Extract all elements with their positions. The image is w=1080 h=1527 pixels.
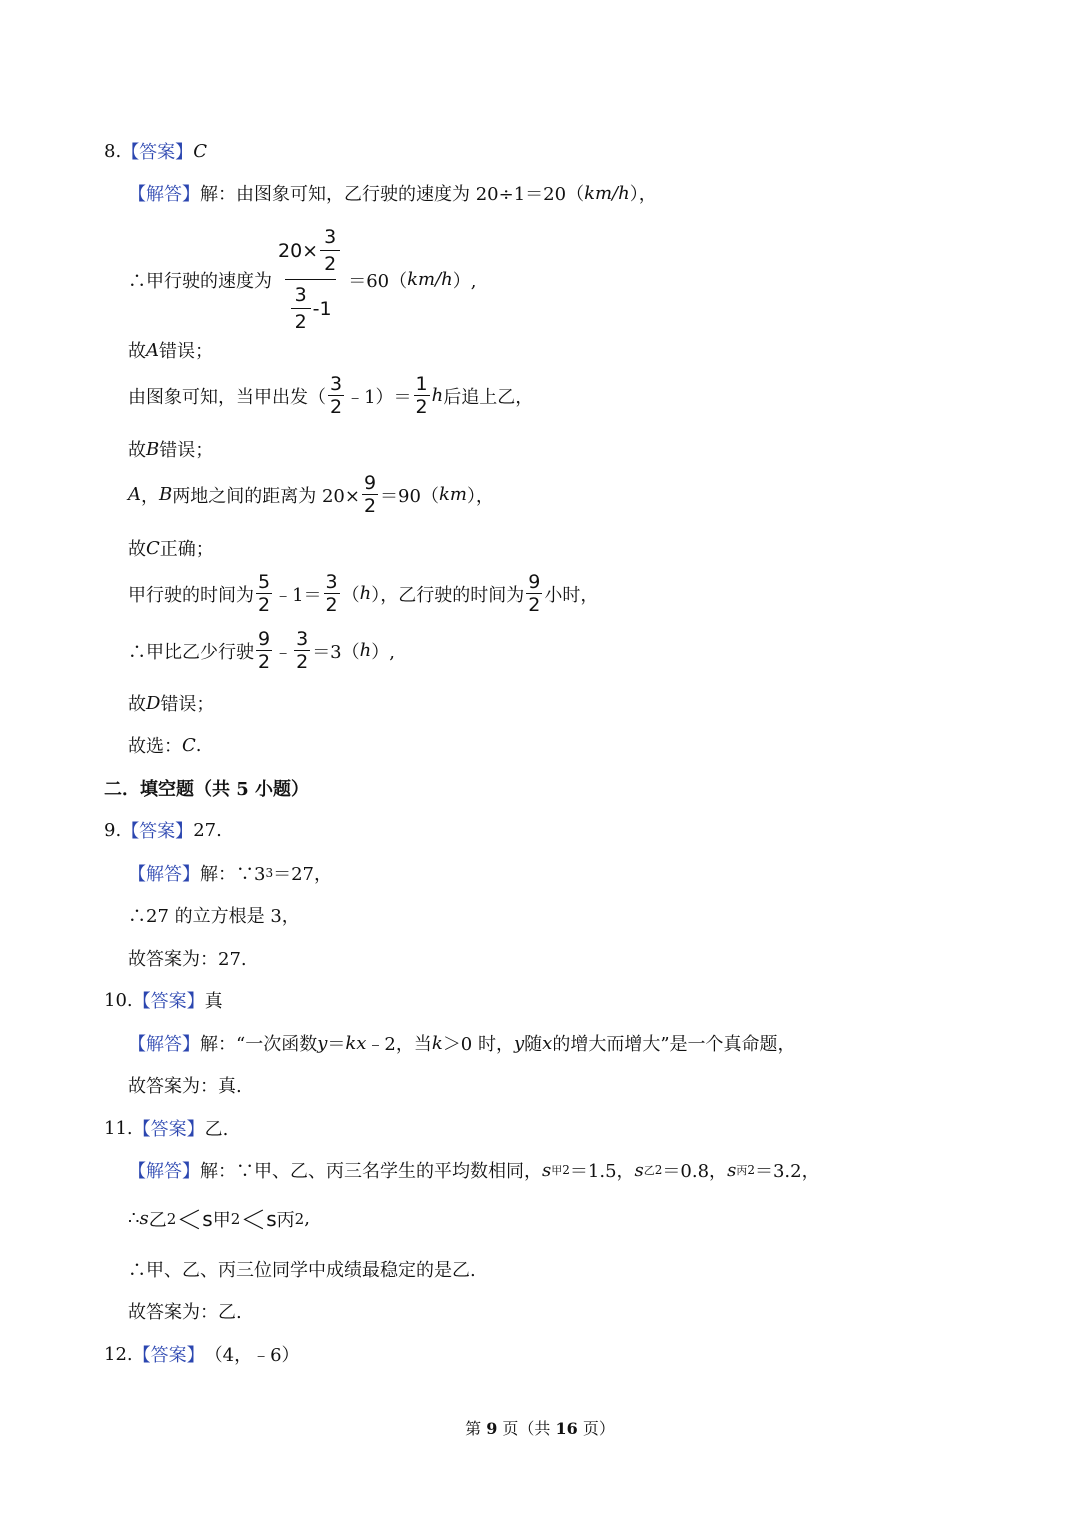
text: . — [195, 734, 202, 756]
text: 解：∵3 — [200, 864, 266, 885]
text: ＞0 时， — [442, 1034, 514, 1055]
text: ﹣ — [274, 641, 293, 663]
fraction — [328, 373, 344, 418]
variable: h — [359, 640, 372, 661]
fraction — [256, 571, 272, 616]
fraction — [256, 628, 272, 673]
q11-solution-line4: 故答案为：乙. — [128, 1302, 242, 1323]
denominator-text: -1 — [312, 297, 332, 320]
q9-number: 9. — [104, 819, 122, 841]
q10-number: 10. — [104, 989, 133, 1011]
fraction-numerator: 9 — [258, 628, 271, 650]
text: , — [304, 1208, 310, 1229]
subscript: 丙 — [736, 1164, 748, 1177]
subscript: 丙 — [276, 1209, 295, 1231]
fraction-denominator: 2 — [325, 594, 338, 616]
q8-answer-tag: 【答案】 — [121, 142, 194, 163]
text: 的增大而增大”是一个真命题， — [552, 1034, 796, 1055]
q12-answer-tag: 【答案】 — [132, 1345, 205, 1366]
text: ＝27， — [273, 864, 332, 885]
footer-text: 页（共 — [502, 1419, 551, 1438]
q8-solution-line1 — [128, 180, 657, 206]
q8-solution-line4 — [128, 373, 533, 418]
fraction-numerator: 9 — [528, 571, 541, 593]
q9-solution-line2: ∴27 的立方根是 3， — [128, 906, 300, 927]
q8-l2-text: ∴甲行驶的速度为 — [128, 270, 272, 292]
text: 随 — [524, 1034, 543, 1055]
q10-answer-tag: 【答案】 — [132, 991, 205, 1012]
q8-l2-unit: km/h — [407, 269, 453, 290]
page-footer — [0, 1416, 1080, 1439]
variable: D — [146, 692, 161, 714]
variable: B — [146, 438, 160, 460]
q8-solution-line9 — [128, 628, 395, 673]
q8-solution-line3 — [128, 337, 213, 363]
text: 解：∵甲、乙、丙三名学生的平均数相同， — [200, 1161, 542, 1182]
fraction-numerator: 3 — [324, 226, 337, 248]
q9-answer-tag: 【答案】 — [121, 821, 194, 842]
fraction — [414, 373, 430, 418]
variable: C — [182, 734, 196, 756]
text: ）， — [466, 485, 494, 507]
subscript: 乙 — [148, 1209, 167, 1231]
q10-solution-line2: 故答案为：真. — [128, 1076, 242, 1097]
variable: B — [159, 484, 173, 505]
variable: k — [431, 1032, 443, 1054]
text: 故 — [128, 341, 146, 362]
text: ＝3.2， — [754, 1161, 820, 1182]
q10-solution-line1 — [128, 1030, 796, 1056]
fraction-numerator: 3 — [330, 373, 343, 395]
variable: y — [514, 1032, 525, 1054]
variable: s — [634, 1159, 644, 1181]
footer-text: 第 — [465, 1419, 482, 1438]
q10-solution-tag: 【解答】 — [128, 1034, 200, 1055]
q8-solution-line8 — [128, 571, 598, 616]
text: 解：“一次函数 — [200, 1034, 318, 1055]
fraction-denominator: 2 — [528, 594, 541, 616]
complex-fraction-denominator — [285, 279, 336, 337]
text: 故 — [128, 539, 146, 560]
page-total: 16 — [555, 1419, 578, 1438]
text: ）, — [371, 641, 395, 663]
section-title: 二．填空题（共 5 小题） — [104, 779, 310, 800]
q8-solution-line11 — [128, 732, 202, 758]
q8-l1-unit: km/h — [584, 182, 630, 204]
fraction-numerator: 9 — [363, 472, 377, 494]
fraction — [291, 282, 311, 335]
subscript: 乙 — [643, 1164, 655, 1177]
q8-answer-line — [104, 138, 207, 164]
subscript: 甲 — [212, 1209, 231, 1231]
q8-l1-text: 解：由图象可知，乙行驶的速度为 20÷1＝20（ — [200, 184, 585, 205]
q8-l2-end: ）, — [452, 270, 477, 292]
text: 甲行驶的时间为 — [128, 584, 254, 606]
fraction — [294, 628, 310, 673]
text: 两地之间的距离为 20× — [172, 485, 360, 507]
fraction-denominator: 2 — [363, 495, 377, 517]
q8-solution-line5 — [128, 436, 213, 462]
fraction-denominator: 2 — [258, 594, 271, 616]
fraction-denominator: 2 — [320, 250, 340, 277]
q8-answer: C — [193, 140, 207, 162]
q8-solution-line7 — [128, 535, 214, 561]
variable: s — [139, 1208, 149, 1229]
q8-number: 8. — [104, 140, 122, 162]
text: ， — [141, 485, 159, 507]
text: 由图象可知，当甲出发（ — [128, 386, 326, 408]
fraction-denominator: 2 — [415, 396, 428, 418]
q9-solution-line1 — [128, 860, 332, 886]
exponent: 2 — [747, 1163, 755, 1177]
q12-answer: （4，﹣6） — [204, 1345, 300, 1366]
q12-number: 12. — [104, 1343, 133, 1365]
text: ＝1.5， — [569, 1161, 635, 1182]
text: 后追上乙， — [443, 386, 534, 408]
variable: s — [266, 1206, 277, 1231]
text: ﹣1）＝ — [346, 386, 412, 408]
text: 故选： — [128, 736, 182, 757]
q11-solution-tag: 【解答】 — [128, 1161, 200, 1182]
variable: h — [359, 583, 372, 604]
fraction-numerator: 1 — [415, 373, 428, 395]
text: ＝0.8， — [662, 1161, 728, 1182]
q8-solution-line2 — [128, 222, 476, 337]
less-than: ＜ — [240, 1206, 267, 1236]
text: ﹣1＝ — [274, 584, 322, 606]
q10-answer: 真 — [204, 991, 223, 1012]
text: ∴ — [128, 1208, 140, 1229]
q8-solution-line10 — [128, 690, 214, 716]
exponent: 2 — [166, 1209, 177, 1228]
text: 故 — [128, 440, 146, 461]
subscript: 甲 — [551, 1164, 563, 1177]
text: （ — [341, 584, 360, 606]
q8-l1-end: ）， — [629, 184, 657, 205]
variable: A — [128, 484, 141, 505]
text: ﹣2，当 — [366, 1034, 432, 1055]
fraction — [320, 224, 340, 277]
q8-solution-line6 — [128, 472, 494, 517]
numerator-text: 20× — [278, 239, 319, 262]
variable: s — [542, 1159, 552, 1181]
exponent: 2 — [562, 1163, 570, 1177]
text: ＝90（ — [380, 485, 439, 507]
text: ），乙行驶的时间为 — [371, 584, 525, 606]
fraction — [526, 571, 542, 616]
q11-answer-tag: 【答案】 — [132, 1119, 205, 1140]
q11-solution-line1 — [128, 1157, 820, 1183]
exponent: 2 — [294, 1209, 305, 1228]
q10-answer-line — [104, 987, 223, 1013]
q11-number: 11. — [104, 1117, 133, 1139]
fraction — [324, 571, 340, 616]
fraction-denominator: 2 — [258, 651, 271, 673]
q11-solution-line3: ∴甲、乙、丙三位同学中成绩最稳定的是乙. — [128, 1260, 476, 1281]
q9-solution-tag: 【解答】 — [128, 864, 200, 885]
fraction-numerator: 3 — [294, 284, 307, 306]
fraction-numerator: 3 — [325, 571, 338, 593]
fraction — [362, 472, 378, 517]
variable: s — [202, 1206, 213, 1231]
text: ＝ — [327, 1034, 346, 1055]
text: 错误； — [160, 694, 215, 715]
variable: C — [146, 537, 160, 559]
q9-answer-line — [104, 817, 222, 843]
variable: A — [146, 339, 159, 361]
text: ＝3（ — [312, 641, 360, 663]
fraction-numerator: 3 — [296, 628, 309, 650]
q8-solution-tag: 【解答】 — [128, 184, 200, 205]
text: 正确； — [159, 539, 214, 560]
variable: kx — [345, 1032, 367, 1054]
fraction-denominator: 2 — [291, 308, 311, 335]
q11-solution-line2 — [128, 1200, 310, 1237]
q11-answer: 乙. — [204, 1119, 229, 1140]
text: ∴甲比乙少行驶 — [128, 641, 254, 663]
fraction-denominator: 2 — [330, 396, 343, 418]
complex-fraction — [274, 222, 346, 337]
variable: h — [431, 385, 444, 406]
q9-solution-line3: 故答案为：27. — [128, 949, 247, 970]
variable: y — [317, 1032, 328, 1054]
footer-text: 页） — [582, 1419, 615, 1438]
unit: km — [438, 484, 467, 505]
page-number: 9 — [486, 1419, 498, 1438]
q8-l2-result: ＝60（ — [348, 270, 408, 292]
complex-fraction-numerator — [274, 222, 346, 279]
text: 错误； — [159, 440, 214, 461]
variable: s — [727, 1159, 737, 1181]
fraction-numerator: 5 — [258, 571, 271, 593]
text: 错误； — [159, 341, 213, 362]
text: 小时， — [544, 584, 599, 606]
less-than: ＜ — [176, 1206, 203, 1236]
exponent: 3 — [265, 866, 274, 880]
exponent: 2 — [654, 1163, 663, 1177]
exponent: 2 — [230, 1209, 241, 1228]
text: 故 — [128, 694, 146, 715]
q9-answer: 27. — [193, 819, 222, 841]
q12-answer-line — [104, 1341, 300, 1367]
fraction-denominator: 2 — [296, 651, 309, 673]
variable: x — [542, 1032, 553, 1054]
q11-answer-line — [104, 1115, 228, 1141]
